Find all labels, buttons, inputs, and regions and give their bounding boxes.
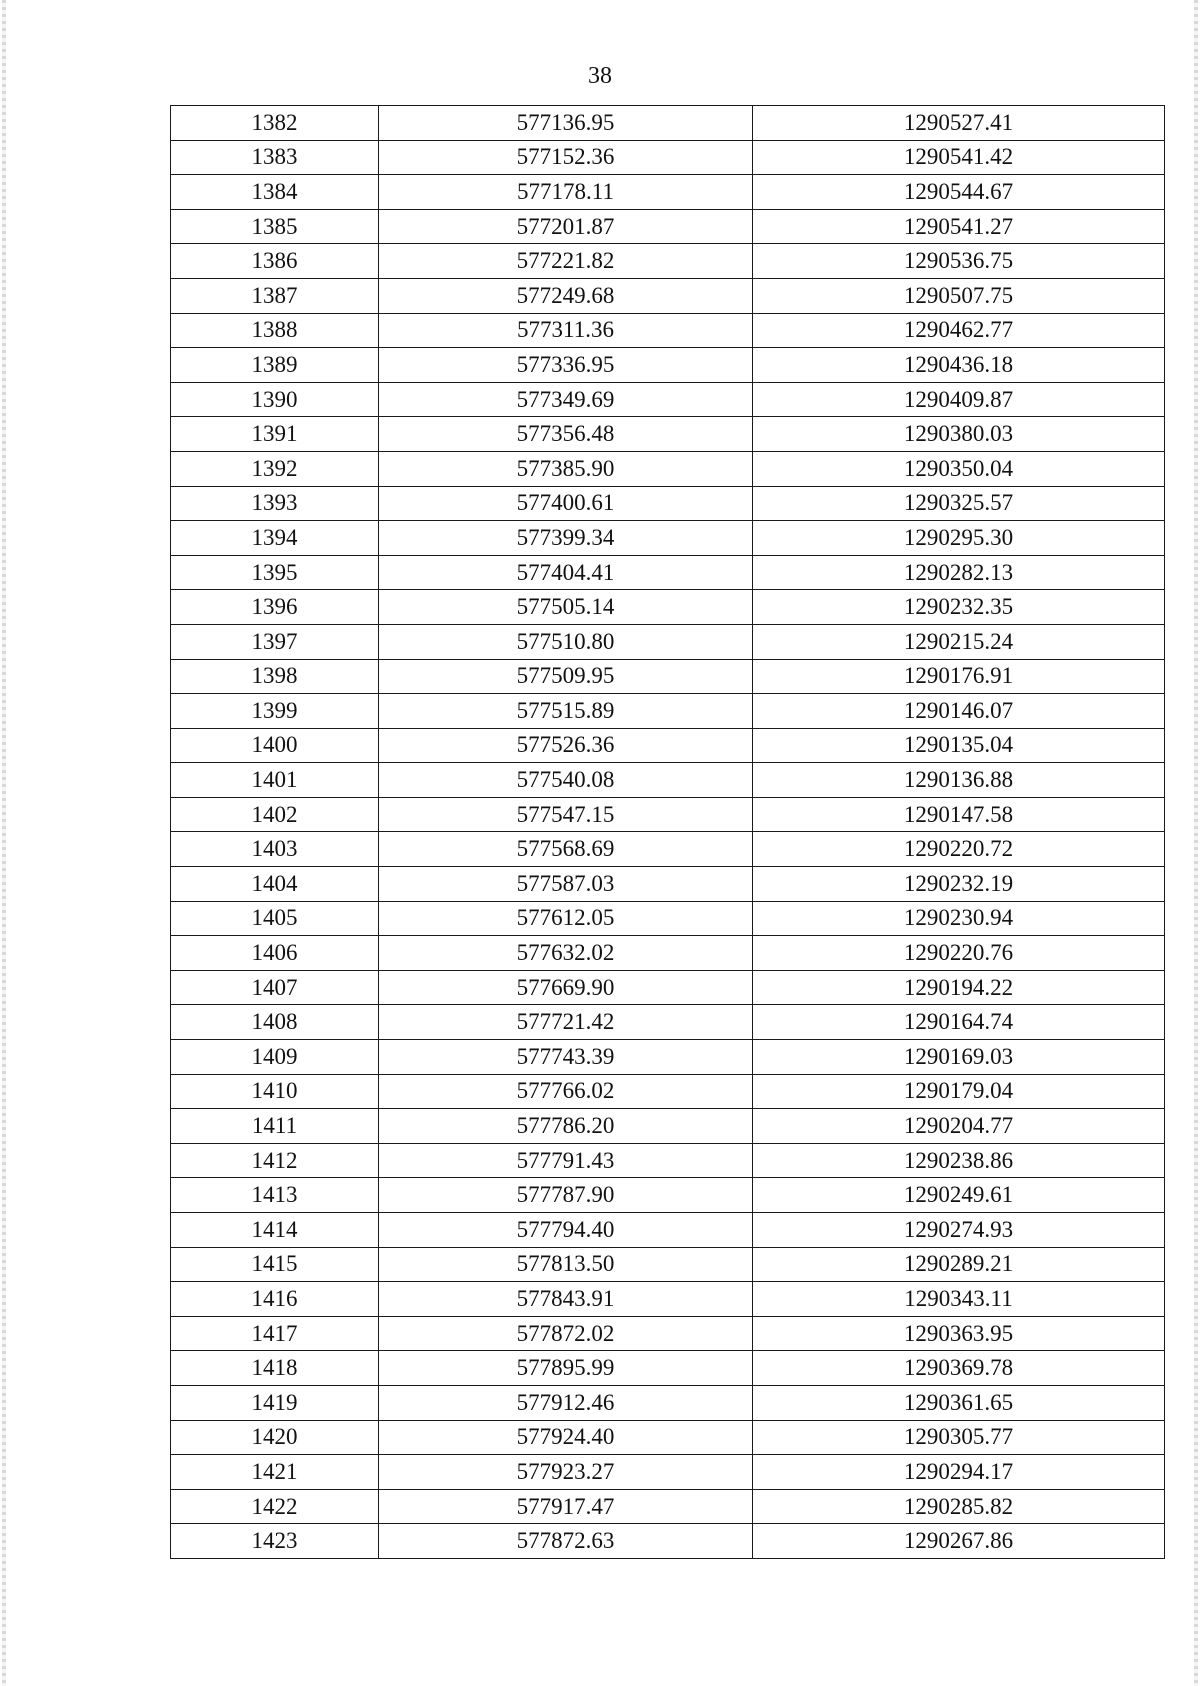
point-number-cell: 1404 <box>171 867 379 902</box>
point-number-cell: 1392 <box>171 451 379 486</box>
table-row <box>171 521 1165 556</box>
y-coordinate-cell: 1290204.77 <box>753 1109 1165 1144</box>
y-coordinate-cell: 1290147.58 <box>753 797 1165 832</box>
y-coordinate-cell: 1290136.88 <box>753 763 1165 798</box>
point-number-cell: 1406 <box>171 936 379 971</box>
x-coordinate-cell: 577568.69 <box>379 832 753 867</box>
x-coordinate-cell: 577743.39 <box>379 1040 753 1075</box>
y-coordinate-cell: 1290536.75 <box>753 244 1165 279</box>
point-number-cell: 1388 <box>171 313 379 348</box>
table-row <box>171 1455 1165 1490</box>
table-row <box>171 901 1165 936</box>
x-coordinate-cell: 577791.43 <box>379 1143 753 1178</box>
point-number-cell: 1415 <box>171 1247 379 1282</box>
x-coordinate-cell: 577843.91 <box>379 1282 753 1317</box>
table-row <box>171 1524 1165 1559</box>
point-number-cell: 1401 <box>171 763 379 798</box>
y-coordinate-cell: 1290267.86 <box>753 1524 1165 1559</box>
x-coordinate-cell: 577540.08 <box>379 763 753 798</box>
y-coordinate-cell: 1290176.91 <box>753 659 1165 694</box>
x-coordinate-cell: 577813.50 <box>379 1247 753 1282</box>
y-coordinate-cell: 1290169.03 <box>753 1040 1165 1075</box>
point-number-cell: 1384 <box>171 175 379 210</box>
x-coordinate-cell: 577872.02 <box>379 1316 753 1351</box>
table-row <box>171 348 1165 383</box>
table-row <box>171 1213 1165 1248</box>
scan-edge-right <box>1194 0 1198 1686</box>
x-coordinate-cell: 577349.69 <box>379 382 753 417</box>
x-coordinate-cell: 577178.11 <box>379 175 753 210</box>
table-row <box>171 1420 1165 1455</box>
table-row <box>171 140 1165 175</box>
point-number-cell: 1396 <box>171 590 379 625</box>
y-coordinate-cell: 1290282.13 <box>753 555 1165 590</box>
x-coordinate-cell: 577766.02 <box>379 1074 753 1109</box>
table-row <box>171 1005 1165 1040</box>
x-coordinate-cell: 577201.87 <box>379 209 753 244</box>
point-number-cell: 1395 <box>171 555 379 590</box>
table-row <box>171 936 1165 971</box>
x-coordinate-cell: 577587.03 <box>379 867 753 902</box>
y-coordinate-cell: 1290409.87 <box>753 382 1165 417</box>
x-coordinate-cell: 577895.99 <box>379 1351 753 1386</box>
x-coordinate-cell: 577669.90 <box>379 970 753 1005</box>
x-coordinate-cell: 577923.27 <box>379 1455 753 1490</box>
y-coordinate-cell: 1290380.03 <box>753 417 1165 452</box>
table-row <box>171 1143 1165 1178</box>
x-coordinate-cell: 577510.80 <box>379 624 753 659</box>
y-coordinate-cell: 1290274.93 <box>753 1213 1165 1248</box>
x-coordinate-cell: 577399.34 <box>379 521 753 556</box>
point-number-cell: 1418 <box>171 1351 379 1386</box>
y-coordinate-cell: 1290343.11 <box>753 1282 1165 1317</box>
y-coordinate-cell: 1290238.86 <box>753 1143 1165 1178</box>
table-row <box>171 451 1165 486</box>
point-number-cell: 1391 <box>171 417 379 452</box>
point-number-cell: 1413 <box>171 1178 379 1213</box>
coordinates-table-body <box>171 106 1165 1559</box>
x-coordinate-cell: 577336.95 <box>379 348 753 383</box>
x-coordinate-cell: 577526.36 <box>379 728 753 763</box>
table-row <box>171 382 1165 417</box>
point-number-cell: 1386 <box>171 244 379 279</box>
x-coordinate-cell: 577924.40 <box>379 1420 753 1455</box>
table-row <box>171 832 1165 867</box>
x-coordinate-cell: 577385.90 <box>379 451 753 486</box>
x-coordinate-cell: 577136.95 <box>379 106 753 141</box>
table-row <box>171 1109 1165 1144</box>
table-row <box>171 1282 1165 1317</box>
point-number-cell: 1409 <box>171 1040 379 1075</box>
point-number-cell: 1387 <box>171 278 379 313</box>
page-number: 38 <box>588 63 612 89</box>
y-coordinate-cell: 1290436.18 <box>753 348 1165 383</box>
table-row <box>171 590 1165 625</box>
x-coordinate-cell: 577547.15 <box>379 797 753 832</box>
y-coordinate-cell: 1290220.76 <box>753 936 1165 971</box>
y-coordinate-cell: 1290363.95 <box>753 1316 1165 1351</box>
point-number-cell: 1389 <box>171 348 379 383</box>
point-number-cell: 1421 <box>171 1455 379 1490</box>
point-number-cell: 1405 <box>171 901 379 936</box>
y-coordinate-cell: 1290361.65 <box>753 1385 1165 1420</box>
y-coordinate-cell: 1290232.19 <box>753 867 1165 902</box>
table-row <box>171 1385 1165 1420</box>
x-coordinate-cell: 577152.36 <box>379 140 753 175</box>
point-number-cell: 1385 <box>171 209 379 244</box>
x-coordinate-cell: 577912.46 <box>379 1385 753 1420</box>
point-number-cell: 1419 <box>171 1385 379 1420</box>
y-coordinate-cell: 1290232.35 <box>753 590 1165 625</box>
table-row <box>171 659 1165 694</box>
table-row <box>171 970 1165 1005</box>
point-number-cell: 1420 <box>171 1420 379 1455</box>
point-number-cell: 1411 <box>171 1109 379 1144</box>
x-coordinate-cell: 577400.61 <box>379 486 753 521</box>
table-row <box>171 486 1165 521</box>
table-row <box>171 175 1165 210</box>
point-number-cell: 1412 <box>171 1143 379 1178</box>
y-coordinate-cell: 1290215.24 <box>753 624 1165 659</box>
point-number-cell: 1410 <box>171 1074 379 1109</box>
point-number-cell: 1399 <box>171 694 379 729</box>
table-row <box>171 1316 1165 1351</box>
table-row <box>171 555 1165 590</box>
x-coordinate-cell: 577505.14 <box>379 590 753 625</box>
point-number-cell: 1390 <box>171 382 379 417</box>
x-coordinate-cell: 577721.42 <box>379 1005 753 1040</box>
y-coordinate-cell: 1290544.67 <box>753 175 1165 210</box>
table-row <box>171 728 1165 763</box>
x-coordinate-cell: 577787.90 <box>379 1178 753 1213</box>
point-number-cell: 1423 <box>171 1524 379 1559</box>
y-coordinate-cell: 1290146.07 <box>753 694 1165 729</box>
table-row <box>171 1178 1165 1213</box>
y-coordinate-cell: 1290541.42 <box>753 140 1165 175</box>
x-coordinate-cell: 577794.40 <box>379 1213 753 1248</box>
x-coordinate-cell: 577872.63 <box>379 1524 753 1559</box>
table-row <box>171 106 1165 141</box>
point-number-cell: 1400 <box>171 728 379 763</box>
point-number-cell: 1398 <box>171 659 379 694</box>
y-coordinate-cell: 1290527.41 <box>753 106 1165 141</box>
table-row <box>171 313 1165 348</box>
table-row <box>171 624 1165 659</box>
y-coordinate-cell: 1290305.77 <box>753 1420 1165 1455</box>
table-row <box>171 797 1165 832</box>
point-number-cell: 1408 <box>171 1005 379 1040</box>
point-number-cell: 1402 <box>171 797 379 832</box>
table-row <box>171 244 1165 279</box>
x-coordinate-cell: 577356.48 <box>379 417 753 452</box>
x-coordinate-cell: 577612.05 <box>379 901 753 936</box>
point-number-cell: 1397 <box>171 624 379 659</box>
x-coordinate-cell: 577311.36 <box>379 313 753 348</box>
y-coordinate-cell: 1290230.94 <box>753 901 1165 936</box>
y-coordinate-cell: 1290369.78 <box>753 1351 1165 1386</box>
table-row <box>171 867 1165 902</box>
x-coordinate-cell: 577404.41 <box>379 555 753 590</box>
point-number-cell: 1422 <box>171 1489 379 1524</box>
table-row <box>171 1351 1165 1386</box>
x-coordinate-cell: 577632.02 <box>379 936 753 971</box>
point-number-cell: 1382 <box>171 106 379 141</box>
y-coordinate-cell: 1290194.22 <box>753 970 1165 1005</box>
point-number-cell: 1383 <box>171 140 379 175</box>
point-number-cell: 1407 <box>171 970 379 1005</box>
y-coordinate-cell: 1290249.61 <box>753 1178 1165 1213</box>
point-number-cell: 1414 <box>171 1213 379 1248</box>
point-number-cell: 1403 <box>171 832 379 867</box>
scan-edge-left <box>2 0 6 1686</box>
y-coordinate-cell: 1290350.04 <box>753 451 1165 486</box>
x-coordinate-cell: 577221.82 <box>379 244 753 279</box>
y-coordinate-cell: 1290164.74 <box>753 1005 1165 1040</box>
y-coordinate-cell: 1290325.57 <box>753 486 1165 521</box>
coordinates-table <box>170 105 1165 1559</box>
y-coordinate-cell: 1290220.72 <box>753 832 1165 867</box>
point-number-cell: 1416 <box>171 1282 379 1317</box>
table-row <box>171 417 1165 452</box>
y-coordinate-cell: 1290285.82 <box>753 1489 1165 1524</box>
x-coordinate-cell: 577249.68 <box>379 278 753 313</box>
table-row <box>171 1074 1165 1109</box>
table-row <box>171 1489 1165 1524</box>
y-coordinate-cell: 1290507.75 <box>753 278 1165 313</box>
table-row <box>171 209 1165 244</box>
y-coordinate-cell: 1290135.04 <box>753 728 1165 763</box>
y-coordinate-cell: 1290179.04 <box>753 1074 1165 1109</box>
y-coordinate-cell: 1290294.17 <box>753 1455 1165 1490</box>
x-coordinate-cell: 577509.95 <box>379 659 753 694</box>
x-coordinate-cell: 577515.89 <box>379 694 753 729</box>
x-coordinate-cell: 577786.20 <box>379 1109 753 1144</box>
point-number-cell: 1393 <box>171 486 379 521</box>
y-coordinate-cell: 1290541.27 <box>753 209 1165 244</box>
table-row <box>171 1040 1165 1075</box>
table-row <box>171 278 1165 313</box>
x-coordinate-cell: 577917.47 <box>379 1489 753 1524</box>
table-row <box>171 694 1165 729</box>
y-coordinate-cell: 1290295.30 <box>753 521 1165 556</box>
point-number-cell: 1417 <box>171 1316 379 1351</box>
y-coordinate-cell: 1290462.77 <box>753 313 1165 348</box>
y-coordinate-cell: 1290289.21 <box>753 1247 1165 1282</box>
table-row <box>171 1247 1165 1282</box>
point-number-cell: 1394 <box>171 521 379 556</box>
table-row <box>171 763 1165 798</box>
